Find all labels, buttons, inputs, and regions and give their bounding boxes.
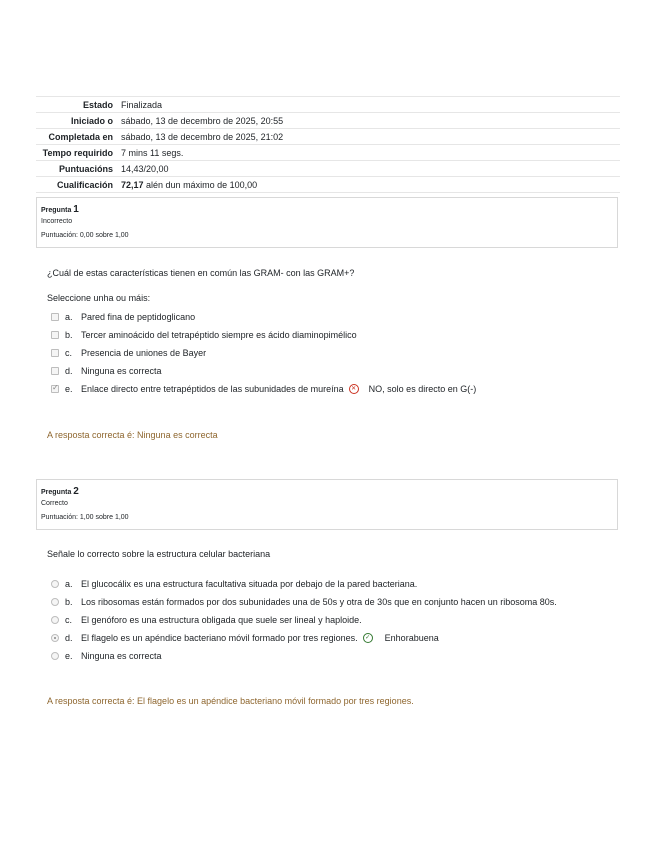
answer-option-a[interactable] — [51, 575, 557, 593]
summary-label: Puntuacións — [58, 163, 113, 174]
answer-letter: a. — [65, 579, 73, 589]
summary-row-state — [36, 97, 620, 113]
answer-text: Ninguna es correcta — [81, 366, 162, 376]
x-circle-icon: ✕ — [349, 384, 359, 394]
answer-feedback: Enhorabuena — [384, 633, 439, 643]
grade-value: 72,17 — [121, 179, 144, 190]
check-circle-icon: ✓ — [363, 633, 373, 643]
answer-option-d[interactable] — [51, 629, 557, 647]
radio-button[interactable] — [51, 598, 59, 606]
summary-value: sábado, 13 de decembro de 2025, 20:55 — [121, 115, 284, 126]
checkbox[interactable] — [51, 313, 59, 321]
summary-value: sábado, 13 de decembro de 2025, 21:02 — [121, 131, 284, 142]
answer-text: El flagelo es un apéndice bacteriano móvil formado por tres regiones. — [81, 633, 358, 643]
summary-label: Iniciado o — [70, 115, 113, 126]
answer-text: Presencia de uniones de Bayer — [81, 348, 207, 358]
summary-label: Tempo requirido — [42, 147, 113, 158]
summary-value: 14,43/20,00 — [121, 163, 169, 174]
question-1-info — [36, 197, 618, 248]
answer-feedback: NO, solo es directo en G(-) — [368, 384, 477, 394]
answer-text: Enlace directo entre tetrapéptidos de las subunidades de mureína — [81, 384, 344, 394]
answer-option-a[interactable] — [51, 308, 476, 326]
answer-letter: b. — [65, 597, 73, 607]
summary-value: 7 mins 11 segs. — [121, 147, 184, 158]
question-state: Correcto — [41, 500, 68, 507]
answer-option-e[interactable] — [51, 647, 557, 665]
summary-row-grade — [36, 177, 620, 193]
question-number — [41, 486, 613, 497]
answer-letter: c. — [65, 348, 73, 358]
question-state: Incorrecto — [41, 218, 73, 225]
answer-text: Ninguna es correcta — [81, 651, 162, 661]
question-2-answers — [51, 575, 557, 665]
summary-value — [121, 180, 620, 190]
question-number — [41, 204, 613, 215]
answer-letter: d. — [65, 633, 73, 643]
summary-label: Cualificación — [56, 179, 113, 190]
answer-letter: e. — [65, 651, 73, 661]
answer-option-c[interactable] — [51, 344, 476, 362]
question-label: Pregunta — [41, 489, 72, 496]
answer-option-b[interactable] — [51, 593, 557, 611]
summary-row-time — [36, 145, 620, 161]
radio-button[interactable] — [51, 580, 59, 588]
answer-letter: c. — [65, 615, 73, 625]
checkbox[interactable] — [51, 331, 59, 339]
radio-button[interactable] — [51, 616, 59, 624]
answer-text: Pared fina de peptidoglicano — [81, 312, 196, 322]
answer-letter: e. — [65, 384, 73, 394]
radio-button[interactable] — [51, 652, 59, 660]
answer-text: Los ribosomas están formados por dos subunidades una de 50s y otra de 30s que en conjunto hacen un ribosoma 80s. — [81, 597, 557, 607]
answer-text: Tercer aminoácido del tetrapéptido siempre es ácido diaminopimélico — [81, 330, 357, 340]
question-grade: Puntuación: 0,00 sobre 1,00 — [41, 232, 129, 239]
question-2-info — [36, 479, 618, 530]
answer-option-b[interactable] — [51, 326, 476, 344]
summary-label: Estado — [82, 99, 113, 110]
question-1-text: ¿Cuál de estas características tienen en común las GRAM- con las GRAM+? — [47, 268, 355, 278]
checkbox-checked[interactable] — [51, 385, 59, 393]
summary-row-started — [36, 113, 620, 129]
question-2-text: Señale lo correcto sobre la estructura celular bacteriana — [47, 549, 271, 559]
summary-row-completed — [36, 129, 620, 145]
answer-letter: a. — [65, 312, 73, 322]
summary-row-marks — [36, 161, 620, 177]
checkbox[interactable] — [51, 349, 59, 357]
summary-label: Completada en — [48, 131, 113, 142]
answer-letter: d. — [65, 366, 73, 376]
answer-option-d[interactable] — [51, 362, 476, 380]
question-2-right-answer: A resposta correcta é: El flagelo es un apéndice bacteriano móvil formado por tres regiones. — [47, 696, 414, 706]
grade-suffix: alén dun máximo de 100,00 — [143, 179, 258, 190]
radio-button-checked[interactable] — [51, 634, 59, 642]
answer-text: El genóforo es una estructura obligada que suele ser lineal y haploide. — [81, 615, 362, 625]
summary-value: Finalizada — [121, 99, 163, 110]
question-grade: Puntuación: 1,00 sobre 1,00 — [41, 514, 129, 521]
answer-option-c[interactable] — [51, 611, 557, 629]
question-label: Pregunta — [41, 207, 72, 214]
question-1-answers — [51, 308, 476, 398]
question-1-prompt: Seleccione unha ou máis: — [47, 293, 151, 303]
answer-letter: b. — [65, 330, 73, 340]
attempt-summary-table — [36, 96, 620, 193]
question-1-right-answer: A resposta correcta é: Ninguna es correcta — [47, 430, 218, 440]
checkbox[interactable] — [51, 367, 59, 375]
question-num: 1 — [73, 204, 79, 215]
answer-option-e[interactable] — [51, 380, 476, 398]
question-num: 2 — [73, 486, 79, 497]
answer-text: El glucocálix es una estructura facultativa situada por debajo de la pared bacteriana. — [81, 579, 418, 589]
